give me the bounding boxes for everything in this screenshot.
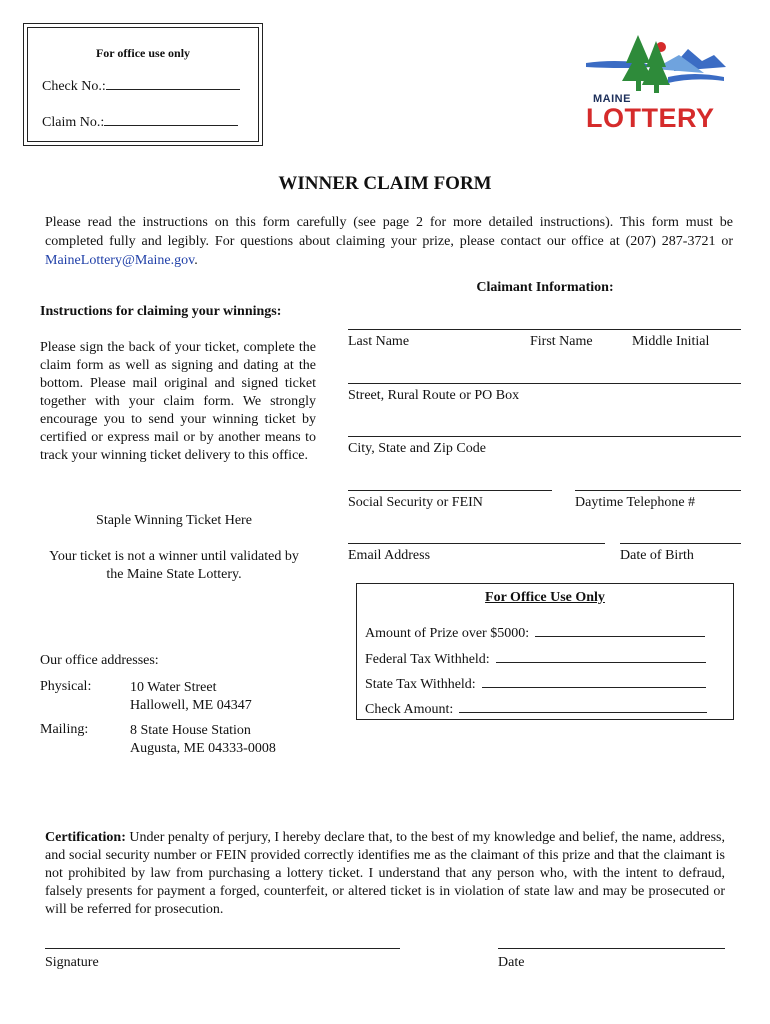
certification-label: Certification: (45, 830, 126, 845)
logo-lottery-text: LOTTERY (586, 103, 715, 133)
state-tax-label: State Tax Withheld: (365, 677, 476, 692)
prize-amount-label: Amount of Prize over $5000: (365, 626, 530, 641)
certification-paragraph (45, 829, 725, 919)
signature-label: Signature (45, 955, 99, 970)
check-amount-field[interactable] (365, 698, 707, 718)
instructions-body: Please sign the back of your ticket, complete the claim form as well as signing and dating at the bottom. Please mail original and signed ticket together with your claim form. We strongly encourage you to send your winning ticket by certified or express mail or by another means to track your winning ticket delivery to this office. (40, 340, 316, 463)
city-input-line[interactable] (348, 436, 741, 437)
middle-initial-label: Middle Initial (632, 334, 710, 349)
physical-line2: Hallowell, ME 04347 (130, 698, 252, 713)
email-label: Email Address (348, 548, 431, 563)
check-amount-label: Check Amount: (365, 702, 454, 717)
maine-lottery-logo (584, 33, 730, 133)
physical-label: Physical: (40, 679, 92, 694)
street-input-line[interactable] (348, 383, 741, 384)
mailing-address (130, 722, 276, 758)
federal-tax-blank[interactable] (496, 648, 706, 663)
not-winner-notice: Your ticket is not a winner until validated by the Maine State Lottery. (49, 549, 299, 582)
office-use-title: For Office Use Only (485, 590, 605, 605)
intro-text: Please read the instructions on this form carefully (see page 2 for more detailed instructions). This form must be completed fully and legibly. For questions about claiming your prize, please contact our office at (207) 287-3721 or (45, 215, 733, 249)
dob-label: Date of Birth (620, 548, 694, 563)
intro-end: . (194, 253, 198, 268)
federal-tax-field[interactable] (365, 648, 706, 668)
logo-maine-text: MAINE (593, 93, 631, 105)
last-name-label: Last Name (348, 334, 410, 349)
page-title: WINNER CLAIM FORM (278, 173, 492, 194)
claim-number-field[interactable] (42, 111, 238, 131)
signature-input-line[interactable] (45, 948, 400, 949)
claim-number-label: Claim No.: (42, 115, 105, 130)
check-number-blank[interactable] (106, 75, 240, 90)
date-input-line[interactable] (498, 948, 725, 949)
name-input-line[interactable] (348, 329, 741, 330)
office-box-title: For office use only (95, 46, 191, 60)
city-label: City, State and Zip Code (348, 441, 486, 456)
dob-input-line[interactable] (620, 543, 741, 544)
email-input-line[interactable] (348, 543, 605, 544)
phone-input-line[interactable] (575, 490, 741, 491)
check-number-field[interactable] (42, 75, 240, 95)
date-label: Date (498, 955, 525, 970)
contact-email-link[interactable]: MaineLottery@Maine.gov (45, 253, 195, 268)
ssn-input-line[interactable] (348, 490, 552, 491)
office-use-only-box (23, 23, 263, 146)
intro-paragraph (45, 213, 733, 270)
office-use-only-panel (356, 583, 734, 720)
mailing-line1: 8 State House Station (130, 723, 251, 738)
staple-ticket-text: Staple Winning Ticket Here (96, 513, 252, 528)
prize-amount-blank[interactable] (535, 622, 705, 637)
instructions-heading: Instructions for claiming your winnings: (40, 304, 282, 319)
ssn-label: Social Security or FEIN (348, 495, 483, 510)
first-name-label: First Name (530, 334, 593, 349)
prize-amount-field[interactable] (365, 622, 705, 642)
state-tax-field[interactable] (365, 673, 706, 693)
physical-line1: 10 Water Street (130, 680, 217, 695)
office-addresses-heading: Our office addresses: (40, 653, 159, 668)
check-amount-blank[interactable] (459, 698, 707, 713)
state-tax-blank[interactable] (482, 673, 706, 688)
phone-label: Daytime Telephone # (575, 495, 696, 510)
physical-address (130, 679, 252, 715)
check-number-label: Check No.: (42, 79, 106, 94)
federal-tax-label: Federal Tax Withheld: (365, 652, 490, 667)
street-label: Street, Rural Route or PO Box (348, 388, 520, 403)
mailing-label: Mailing: (40, 722, 89, 737)
certification-text: Under penalty of perjury, I hereby declare that, to the best of my knowledge and belief, the name, address, and social security number or FEIN provided correctly identifies me as the claimant of this prize and that the claimant is not prohibited by law from purchasing a lottery ticket. I understand that any person who, with the intent to defraud, falsely presents for payment a forged, counterfeit, or altered ticket is in violation of state law and may be prosecuted or will be referred for prosecution. (45, 830, 725, 917)
claimant-info-heading: Claimant Information: (476, 280, 614, 295)
claim-number-blank[interactable] (104, 111, 238, 126)
mailing-line2: Augusta, ME 04333-0008 (130, 741, 276, 756)
